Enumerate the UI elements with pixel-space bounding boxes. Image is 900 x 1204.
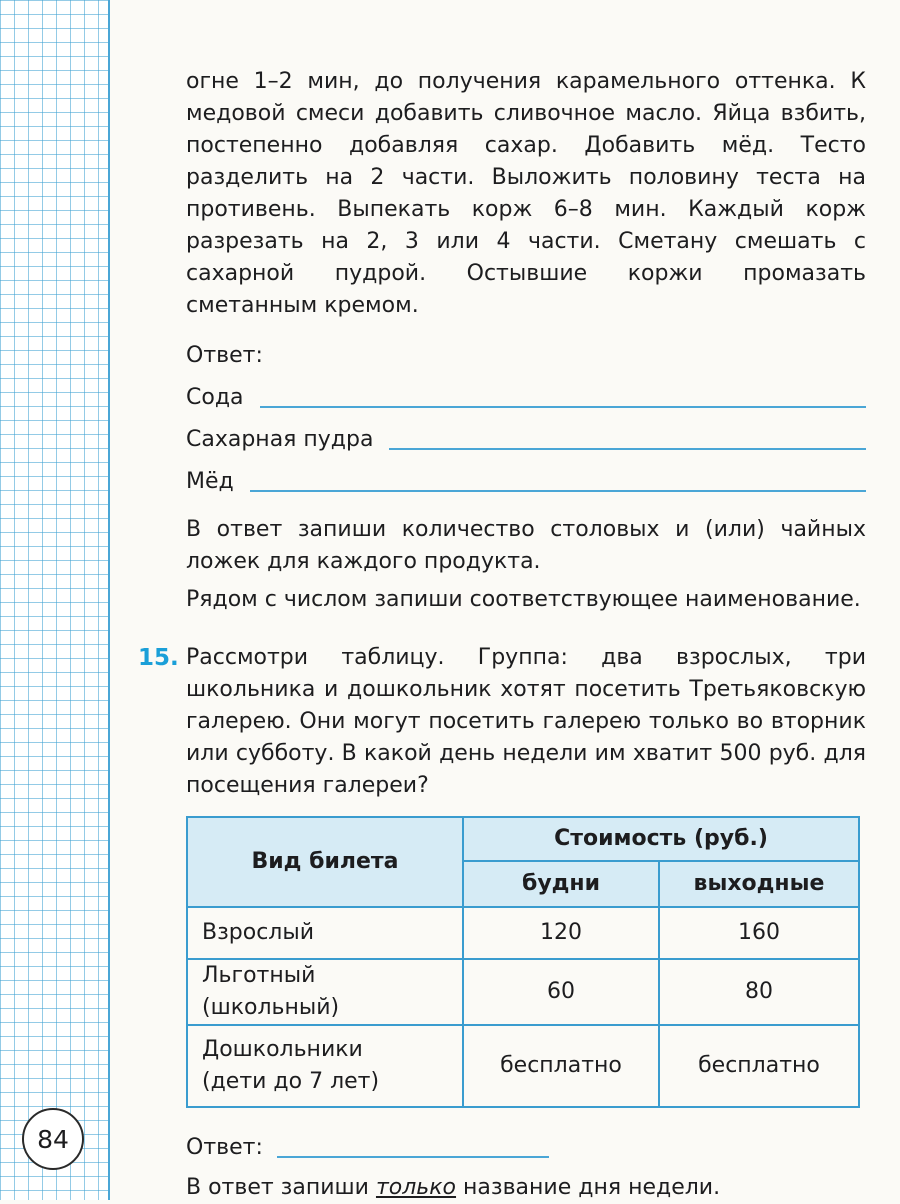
final-note-end: название дня недели. <box>456 1175 721 1200</box>
answer-field-honey[interactable] <box>250 489 866 492</box>
task15-question: Рассмотри таблицу. Группа: два взрослых, три школьника и дошкольник хотят посетить Третьяковскую галерею. Они могут посетить галерею только во вторник или субботу. В какой день недели им хватит 500 руб. для посещения галереи? <box>186 645 866 798</box>
task15-answer-label: Ответ: <box>186 1135 263 1160</box>
field-row-honey <box>186 456 866 498</box>
weekday-price-cell: 60 <box>463 959 659 1025</box>
weekend-price-cell: 80 <box>659 959 859 1025</box>
field-row-soda <box>186 372 866 414</box>
task14-note2: Рядом с числом запиши соответствующее наименование. <box>186 587 861 612</box>
task-number: 15. <box>138 645 179 671</box>
ticket-type-cell: Взрослый <box>187 907 463 959</box>
header-cost: Стоимость (руб.) <box>463 817 859 861</box>
page-content <box>138 66 866 1204</box>
weekday-price-cell: бесплатно <box>463 1025 659 1107</box>
ticket-type-cell: Льготный (школьный) <box>187 959 463 1025</box>
field-label-sugar-powder: Сахарная пудра <box>186 427 374 452</box>
grid-margin <box>0 0 110 1200</box>
table-row <box>187 907 859 959</box>
header-ticket-type: Вид билета <box>187 817 463 907</box>
final-note-start: В ответ запиши <box>186 1175 376 1200</box>
field-label-soda: Сода <box>186 385 244 410</box>
field-label-honey: Мёд <box>186 469 234 494</box>
weekday-price-cell: 120 <box>463 907 659 959</box>
ticket-type-cell <box>187 1025 463 1107</box>
field-row-sugar-powder <box>186 414 866 456</box>
answer-field-soda[interactable] <box>260 405 866 408</box>
task14-note1: В ответ запиши количество столовых и (или) чайных ложек для каждого продукта. <box>186 517 866 574</box>
ticket-type-line1: Дошкольники <box>202 1037 363 1062</box>
task15-final-note <box>186 1172 866 1204</box>
task15-answer-row <box>186 1130 866 1164</box>
recipe-paragraph: огне 1–2 мин, до получения карамельного оттенка. К медовой смеси добавить сливочное масло. Яйца взбить, постепенно добавляя сахар. Добавить мёд. Тесто разделить на 2 части. Выложить половину теста на противень. Выпекать корж 6–8 мин. Каждый корж разрезать на 2, 3 или 4 части. Сметану смешать с сахарной пудрой. Остывшие коржи промазать сметанным кремом. <box>186 69 866 318</box>
header-weekend: выходные <box>659 861 859 907</box>
header-weekdays: будни <box>463 861 659 907</box>
task15-answer-field[interactable] <box>277 1156 549 1158</box>
task14-answer-label: Ответ: <box>186 343 263 368</box>
table-row <box>187 1025 859 1107</box>
page-number: 84 <box>22 1108 84 1170</box>
ticket-price-table <box>186 816 860 1108</box>
weekend-price-cell: бесплатно <box>659 1025 859 1107</box>
table-row <box>187 959 859 1025</box>
final-note-emphasis: только <box>375 1175 457 1200</box>
answer-field-sugar-powder[interactable] <box>389 447 866 450</box>
weekend-price-cell: 160 <box>659 907 859 959</box>
task15 <box>138 642 866 1204</box>
ticket-type-line2: (дети до 7 лет) <box>202 1069 380 1094</box>
